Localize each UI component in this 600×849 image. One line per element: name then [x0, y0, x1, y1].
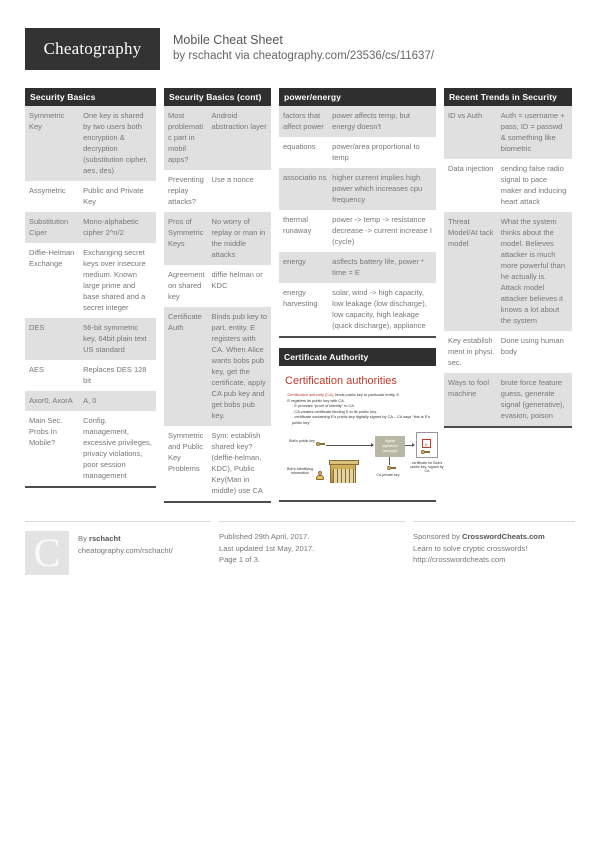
table-row: [444, 106, 572, 159]
row-key: thermal runaway: [283, 215, 312, 235]
bullet-text: binds public key to particular entity, E.: [334, 392, 401, 397]
row-value: diffie helman or KDC: [211, 270, 263, 290]
diagram-arrow: [412, 443, 415, 447]
card-title: Security Basics: [25, 88, 156, 106]
card-certificate-authority: [279, 348, 444, 502]
bullet-item: - Certification authority (CA): binds public key to particular entity, E.: [285, 392, 401, 397]
diagram-label-ca-private-key: CA private key: [376, 472, 400, 477]
row-key: associatio ns: [283, 173, 327, 182]
row-key: Symmetric Key: [29, 111, 65, 131]
author-meta: [78, 531, 173, 575]
table-row: [279, 168, 436, 210]
diagram-arrow: [371, 443, 374, 447]
card-body: [444, 106, 572, 428]
cheatography-logo[interactable]: [25, 28, 160, 70]
author-line: [78, 533, 173, 545]
diagram-label-certificate: certificate for Bob's public key, signed by CA: [410, 460, 444, 474]
table-row: [25, 391, 156, 411]
card-security-basics: [25, 88, 156, 488]
row-key: factors that affect power: [283, 111, 324, 131]
row-key: Symmetric and Public Key Problems: [168, 431, 204, 473]
column-2: [164, 88, 271, 513]
author-name: rschacht: [88, 534, 121, 543]
table-row: [164, 265, 271, 307]
card-title: Security Basics (cont): [164, 88, 271, 106]
row-key: Agreement on shared key: [168, 270, 205, 301]
diagram-line: [363, 445, 364, 446]
column-3: [279, 88, 444, 513]
table-row: [164, 170, 271, 212]
slide-content: [283, 374, 444, 495]
certificate-authority-diagram: [283, 429, 444, 495]
sponsor-prefix: Sponsored by: [413, 532, 462, 541]
table-row: [25, 181, 156, 212]
bullet-text: E provides “proof of identity” to CA.: [294, 403, 355, 409]
row-value: power affects temp, but energy doesn't: [332, 111, 410, 131]
person-icon: [316, 471, 324, 480]
diagram-label-bob-identity: Bob's identifying information: [286, 466, 314, 475]
row-value: Sym: establish shared key? (deffie-helman, KDC), Public Key(Man in middle) use CA: [211, 431, 263, 495]
row-value: Done using human body: [500, 336, 564, 356]
certificate-document-icon: [416, 432, 438, 458]
row-value: asflects battery life, power * time = E: [332, 257, 424, 277]
author-prefix: By: [78, 534, 89, 543]
title-block: [173, 28, 434, 64]
digital-signature-box: digital signature (encrypt): [375, 436, 405, 457]
row-value: What the system thinks about the model. Believes attacker is much more powerful than he actually is. Attack model attacker believes it knows a lot about the system: [500, 217, 565, 325]
row-key: DES: [29, 323, 45, 332]
slide-image: [279, 366, 444, 500]
logo-text: Cheatography: [43, 39, 142, 58]
avatar: C: [25, 531, 69, 575]
row-value: power/area proportional to temp: [332, 142, 420, 162]
column-4: [444, 88, 572, 513]
row-key: AES: [29, 365, 45, 374]
bullet-item: - CA creates certificate binding E to its public key.: [292, 408, 377, 414]
card-body: [164, 106, 271, 503]
card-recent-trends: [444, 88, 572, 428]
page-header: [25, 28, 575, 78]
table-row: [25, 411, 156, 486]
row-key: Main Sec. Probs In Mobile?: [29, 416, 63, 447]
published-date: Published 29th April, 2017.: [219, 532, 310, 541]
table-row: [279, 106, 436, 137]
row-value: higher current implies high power which increases cpu frequency: [332, 173, 423, 204]
bullet-item: - certificate containing E’s public key digitally signed by CA – CA says “this is E’s public key”: [292, 414, 431, 425]
row-key: Threat Model/At tack model: [448, 217, 494, 248]
table-row: [444, 331, 572, 373]
row-key: energy harvesting: [283, 288, 318, 308]
table-row: [25, 243, 156, 318]
key-icon: [316, 442, 325, 446]
row-value: Use a nonce: [211, 175, 254, 184]
table-row: [164, 307, 271, 426]
row-value: Binds pub key to part. entity. E registers with CA. When Alice wants bobs pub key, get the certificate, apply CA pub key and get bobs pub key.: [211, 312, 267, 420]
footer-author-block: [25, 521, 211, 575]
bullet-item: - E provides “proof of identity” to CA.: [292, 403, 355, 409]
table-row: [279, 252, 436, 283]
row-value: Replaces DES 128 bit: [83, 365, 147, 385]
key-glyph: K: [422, 439, 431, 448]
row-key: Substitution Ciper: [29, 217, 69, 237]
row-value: A, 0: [83, 396, 97, 405]
table-row: [444, 212, 572, 331]
row-value: Exchanging secret keys over insecure medium. Known large prime and base shared and a secret integer: [83, 248, 146, 312]
table-row: [279, 283, 436, 336]
footer-sponsor-block: [413, 521, 575, 575]
sponsor-line: [413, 531, 575, 543]
page-title: Mobile Cheat Sheet: [173, 33, 283, 47]
bullet-text: E registers its public key with CA.: [287, 397, 345, 403]
row-value: Auth = username + pass, ID = passwd & something like biometric: [500, 111, 565, 153]
row-key: equations: [283, 142, 316, 151]
updated-date: Last updated 1st May, 2017.: [219, 543, 315, 553]
table-row: [279, 210, 436, 252]
ca-private-key-icon: [387, 466, 396, 470]
card-title: Certificate Authority: [279, 348, 436, 366]
row-value: solar, wind -> high capacity, low leakage (low discharge), low capacity, high leakage (quick discharge), appliance: [332, 288, 427, 330]
sponsor-name[interactable]: CrosswordCheats.com: [461, 532, 545, 541]
table-row: [25, 318, 156, 360]
diagram-label-bob-public-key: Bob's public key: [289, 438, 315, 443]
table-row: [164, 426, 271, 501]
bullet-text: certificate containing E’s public key digitally signed by CA – CA says “this is E’s public key”: [292, 414, 431, 425]
diagram-line: [326, 445, 373, 446]
footer-publish-block: [219, 521, 405, 575]
column-1: [25, 88, 156, 513]
card-body: [279, 106, 436, 338]
row-key: Data injection: [448, 164, 494, 173]
certificate-authority-building-icon: [330, 463, 356, 483]
row-value: Mono-alphabetic cipher 2^n/2: [83, 217, 139, 237]
table-row: [25, 360, 156, 391]
row-key: Certificate Auth: [168, 312, 202, 332]
sponsor-url[interactable]: http://crosswordcheats.com: [413, 555, 506, 564]
key-icon: [421, 450, 430, 454]
card-security-basics-cont: [164, 88, 271, 503]
row-value: No worry of replay or man in the middle attacks: [211, 217, 266, 259]
table-row: [279, 137, 436, 168]
row-key: Assymetric: [29, 186, 66, 195]
card-body: [25, 106, 156, 488]
row-key: Axor0, AxorA: [29, 396, 73, 405]
card-body: [279, 366, 444, 502]
table-row: [164, 212, 271, 265]
row-value: Public and Private Key: [83, 186, 144, 206]
row-value: sending false radio signal to pace maker and inducing heart attack: [500, 164, 567, 206]
slide-heading: Certification authorities: [285, 375, 397, 387]
table-row: [444, 373, 572, 426]
row-key: ID vs Auth: [448, 111, 483, 120]
row-value: Config. management, excessive privileges, privacy violations, poor session management: [83, 416, 152, 480]
row-value: power -> temp -> resistance decrease -> current increase I (cycle): [332, 215, 432, 246]
diagram-line: [389, 457, 390, 465]
page-number: Page 1 of 3.: [219, 555, 260, 564]
slide-bullets: [285, 392, 432, 426]
row-key: Preventing replay attacks?: [168, 175, 204, 206]
row-key: Most problemati c part in mobil apps?: [168, 111, 204, 164]
page-byline[interactable]: by rschacht via cheatography.com/23536/cs/11637/: [173, 50, 435, 62]
row-key: Diffie-Helman Exchange: [29, 248, 75, 268]
bullet-text: CA creates certificate binding E to its public key.: [294, 408, 377, 414]
row-key: Pros of Symmetric Keys: [168, 217, 204, 248]
table-row: [25, 212, 156, 243]
page-footer: [25, 521, 575, 575]
row-key: Ways to fool machine: [448, 378, 489, 398]
row-value: 56-bit symmetric key, 64bit plain text US standard: [83, 323, 147, 354]
row-key: Key establish ment in physi. sec.: [448, 336, 495, 367]
row-key: energy: [283, 257, 306, 266]
card-power-energy: [279, 88, 436, 338]
table-row: [444, 159, 572, 212]
row-value: Android abstraction layer: [211, 111, 267, 131]
author-url[interactable]: cheatography.com/rschacht/: [78, 545, 173, 555]
row-value: brute force feature guess, generate signal (generative), evasion, poison: [500, 378, 565, 420]
sponsor-tagline: Learn to solve cryptic crosswords!: [413, 543, 528, 553]
columns-container: [25, 88, 575, 513]
table-row: [25, 106, 156, 181]
bullet-term: Certification authority (CA):: [287, 392, 335, 397]
card-title: power/energy: [279, 88, 436, 106]
table-row: [164, 106, 271, 170]
row-value: One key is shared by two users both encryption & decryption (substitution cipher, aes, des): [83, 111, 148, 175]
bullet-item: - E registers its public key with CA.: [285, 397, 345, 403]
card-title: Recent Trends in Security: [444, 88, 572, 106]
